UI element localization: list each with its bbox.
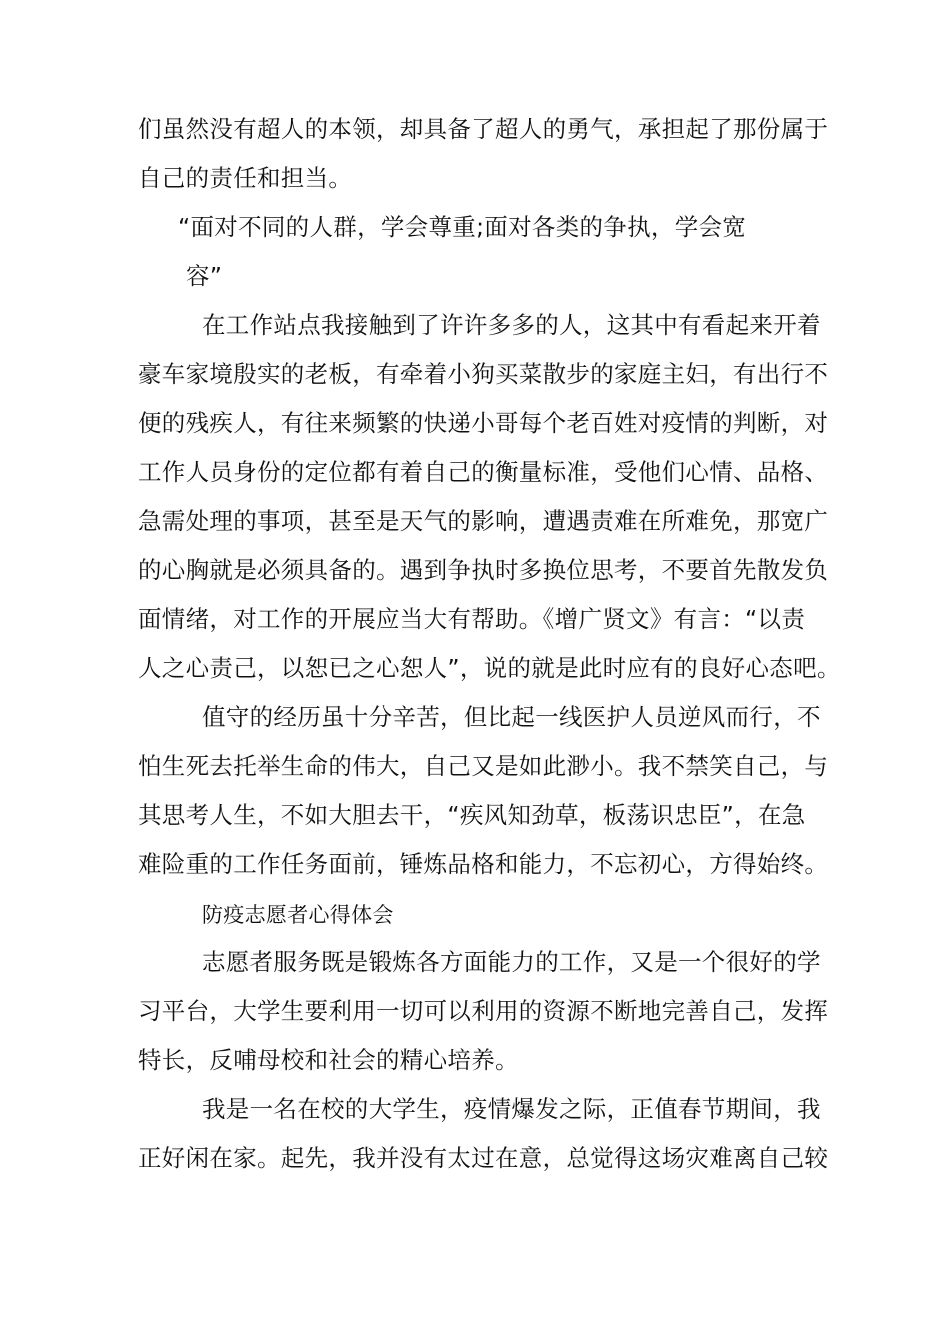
paragraph-first-line: 我是一名在校的大学生，疫情爆发之际，正值春节期间，我 — [202, 1095, 821, 1123]
text-line: 急需处理的事项，甚至是天气的影响，遭遇责难在所难免，那宽广 — [138, 507, 829, 535]
text-line: 其思考人生，不如大胆去干，“疾风知劲草，板荡识忠臣”，在急 — [138, 801, 806, 829]
text-line: 特长，反哺母校和社会的精心培养。 — [138, 1046, 519, 1074]
paragraph-first-line: 值守的经历虽十分辛苦，但比起一线医护人员逆风而行，不 — [202, 703, 821, 731]
text-line: 便的残疾人，有往来频繁的快递小哥每个老百姓对疫情的判断，对 — [138, 409, 829, 437]
text-line: 正好闲在家。起先，我并没有太过在意，总觉得这场灾难离自己较 — [138, 1144, 829, 1172]
text-line: 习平台，大学生要利用一切可以利用的资源不断地完善自己，发挥 — [138, 997, 829, 1025]
text-line: 豪车家境殷实的老板，有牵着小狗买菜散步的家庭主妇，有出行不 — [138, 360, 829, 388]
text-line: 们虽然没有超人的本领，却具备了超人的勇气，承担起了那份属于 — [138, 115, 829, 143]
text-line: 的心胸就是必须具备的。遇到争执时多换位思考，不要首先散发负 — [138, 556, 829, 584]
text-line: 自己的责任和担当。 — [138, 164, 353, 192]
quote-line: 容” — [186, 262, 223, 290]
text-line: 怕生死去托举生命的伟大，自己又是如此渺小。我不禁笑自己，与 — [138, 752, 829, 780]
text-line: 面情绪，对工作的开展应当大有帮助。《增广贤文》有言：“以责 — [138, 605, 806, 633]
text-line: 难险重的工作任务面前，锤炼品格和能力，不忘初心，方得始终。 — [138, 850, 829, 878]
paragraph-first-line: 在工作站点我接触到了许许多多的人，这其中有看起来开着 — [202, 311, 821, 339]
text-line: 工作人员身份的定位都有着自己的衡量标准，受他们心情、品格、 — [138, 458, 829, 486]
paragraph-first-line: 志愿者服务既是锻炼各方面能力的工作，又是一个很好的学 — [202, 948, 821, 976]
quote-line: “面对不同的人群，学会尊重;面对各类的争执，学会宽 — [178, 213, 747, 241]
section-heading: 防疫志愿者心得体会 — [202, 903, 394, 927]
text-line: 人之心责己，以恕已之心恕人”，说的就是此时应有的良好心态吧。 — [138, 654, 841, 682]
